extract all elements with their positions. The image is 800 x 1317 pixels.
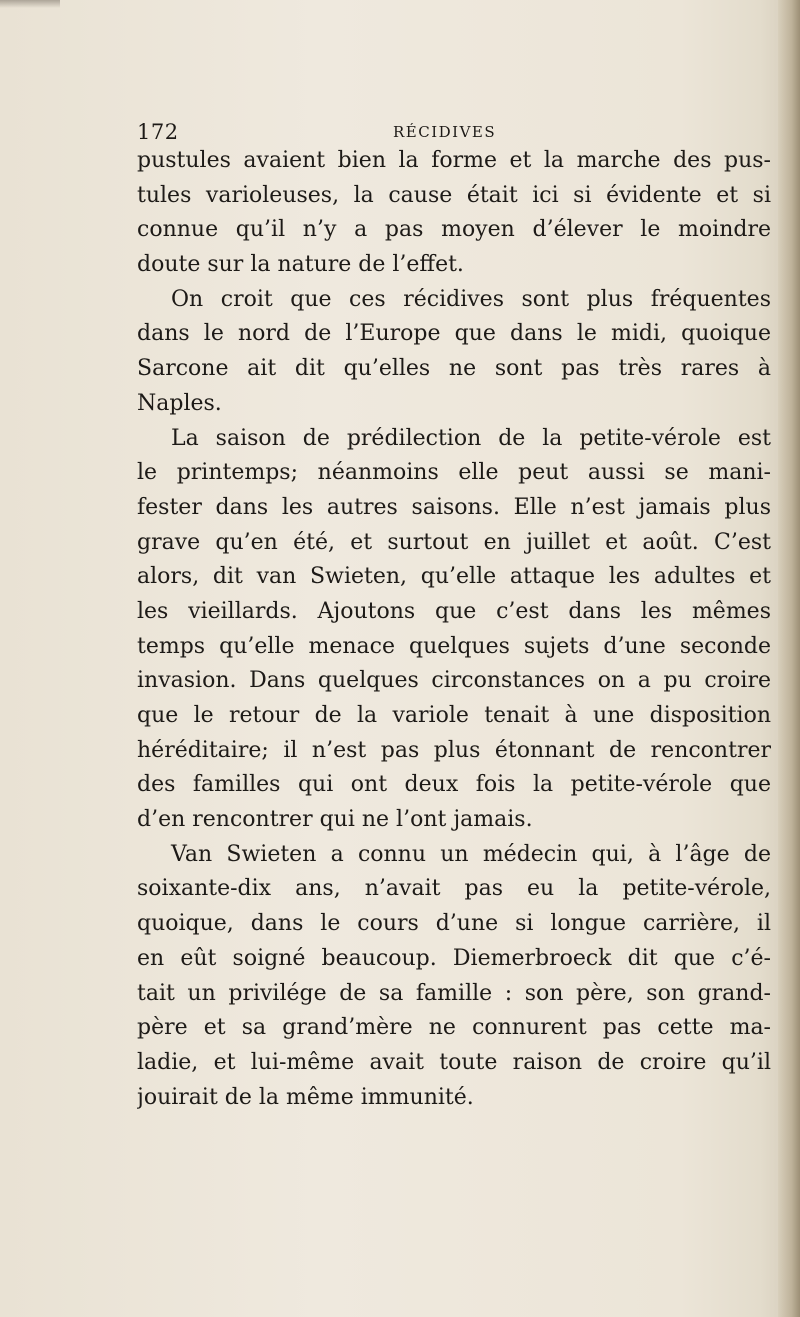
text-line: On croit que ces récidives sont plus fréquentes bbox=[171, 286, 771, 312]
text-line: quoique, dans le cours d’une si longue carrière, il bbox=[137, 911, 771, 937]
text-line: ladie, et lui-même avait toute raison de croire qu’il bbox=[137, 1049, 771, 1075]
text-line: grave qu’en été, et surtout en juillet et août. C’est bbox=[137, 529, 771, 555]
text-line: tules varioleuses, la cause était ici si évidente et si bbox=[137, 182, 771, 208]
text-line: Sarcone ait dit qu’elles ne sont pas très rares à bbox=[137, 356, 771, 382]
text-line: que le retour de la variole tenait à une disposition bbox=[137, 703, 771, 728]
text-line: Van Swieten a connu un médecin qui, à l’âge de bbox=[171, 841, 771, 867]
text-line: alors, dit van Swieten, qu’elle attaque les adultes et bbox=[137, 564, 771, 590]
text-line: des familles qui ont deux fois la petite-vérole que bbox=[137, 772, 771, 798]
page-spine-edge bbox=[778, 0, 800, 1317]
text-line: connue qu’il n’y a pas moyen d’élever le moindre bbox=[137, 217, 771, 243]
text-line: père et sa grand’mère ne connurent pas cette ma- bbox=[137, 1015, 771, 1041]
text-line: pustules avaient bien la forme et la marche des pus- bbox=[137, 148, 771, 173]
page-corner-shadow bbox=[0, 0, 60, 8]
text-line: d’en rencontrer qui ne l’ont jamais. bbox=[137, 807, 533, 833]
text-line: le printemps; néanmoins elle peut aussi se mani- bbox=[137, 460, 771, 486]
text-line: héréditaire; il n’est pas plus étonnant de rencontrer bbox=[137, 737, 771, 763]
running-head: RÉCIDIVES bbox=[393, 123, 497, 141]
text-line: La saison de prédilection de la petite-vérole est bbox=[171, 425, 771, 451]
text-line: fester dans les autres saisons. Elle n’est jamais plus bbox=[137, 494, 771, 520]
text-line: en eût soigné beaucoup. Diemerbroeck dit que c’é- bbox=[137, 945, 771, 971]
text-line: Naples. bbox=[137, 390, 222, 416]
page-number: 172 bbox=[137, 120, 179, 144]
body-text bbox=[137, 144, 771, 1115]
text-line: tait un privilége de sa famille : son père, son grand- bbox=[137, 980, 771, 1006]
text-line: temps qu’elle menace quelques sujets d’une seconde bbox=[137, 633, 771, 659]
text-line: jouirait de la même immunité. bbox=[137, 1084, 474, 1110]
text-line: doute sur la nature de l’effet. bbox=[137, 252, 464, 278]
text-line: soixante-dix ans, n’avait pas eu la petite-vérole, bbox=[137, 876, 771, 902]
text-line: dans le nord de l’Europe que dans le midi, quoique bbox=[137, 321, 771, 347]
text-line: les vieillards. Ajoutons que c’est dans les mêmes bbox=[137, 598, 771, 624]
text-line: invasion. Dans quelques circonstances on a pu croire bbox=[137, 668, 771, 694]
